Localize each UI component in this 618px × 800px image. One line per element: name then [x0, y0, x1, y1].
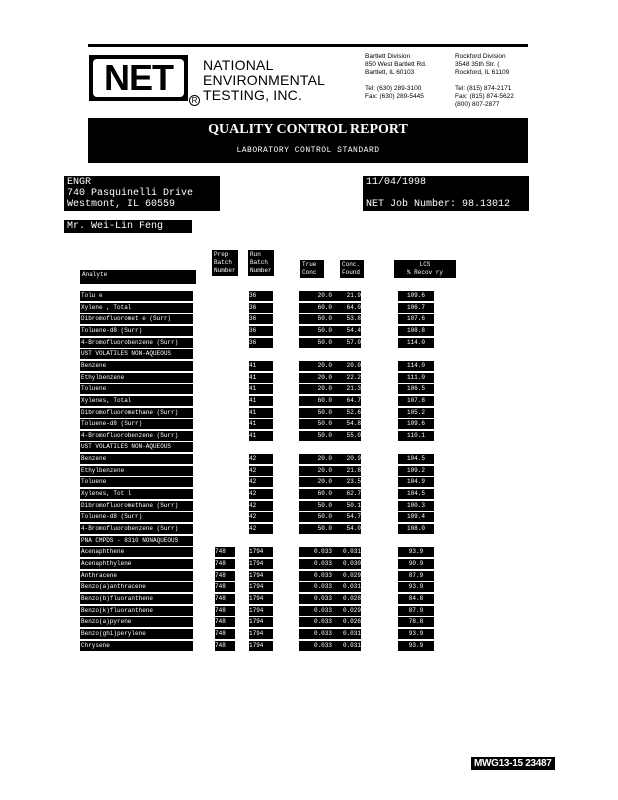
run-batch-number: 1794: [249, 559, 273, 569]
percent-recovery: 93.9: [398, 629, 434, 639]
percent-recovery: 110.1: [398, 431, 434, 441]
true-conc: 0.033: [299, 617, 333, 627]
true-conc: 50.0: [299, 431, 333, 441]
run-batch-number: 36: [249, 326, 273, 336]
header-line: Batch: [214, 259, 233, 266]
true-conc: 60.0: [299, 396, 333, 406]
true-conc: 60.0: [299, 303, 333, 313]
analyte-name: Benzene: [80, 454, 193, 464]
analyte-name: Acenaphthene: [80, 547, 193, 557]
conc-found: 21.3: [333, 384, 361, 394]
conc-found: 0.029: [333, 606, 361, 616]
conc-found: 0.031: [333, 629, 361, 639]
analyte-name: Anthracene: [80, 571, 193, 581]
run-batch-number: 1794: [249, 617, 273, 627]
rockford-division: [455, 53, 514, 109]
conc-found: 54.0: [333, 524, 361, 534]
run-batch-number: 36: [249, 303, 273, 313]
run-batch-number: 41: [249, 373, 273, 383]
true-conc: 50.0: [299, 326, 333, 336]
true-conc: 0.033: [299, 629, 333, 639]
run-batch-number: 41: [249, 408, 273, 418]
analyte-name: Dibromofluoromet e (Surr): [80, 314, 193, 324]
run-batch-header: [248, 250, 274, 276]
conc-found: 54.8: [333, 419, 361, 429]
run-batch-number: 1794: [249, 582, 273, 592]
percent-recovery: 90.9: [398, 559, 434, 569]
conc-found: 20.0: [333, 361, 361, 371]
run-batch-number: 1794: [249, 594, 273, 604]
client-street: 740 Pasquinelli Drive: [67, 188, 194, 199]
true-conc: 20.0: [299, 454, 333, 464]
run-batch-number: 36: [249, 338, 273, 348]
header-line: True: [302, 261, 317, 268]
conc-found: 0.031: [333, 547, 361, 557]
percent-recovery: 114.0: [398, 361, 434, 371]
conc-found: 57.0: [333, 338, 361, 348]
true-conc: 0.033: [299, 571, 333, 581]
analyte-name: Toluene-d8 (Surr): [80, 512, 193, 522]
percent-recovery: 87.9: [398, 571, 434, 581]
conc-found: 53.8: [333, 314, 361, 324]
job-info: [363, 176, 529, 211]
conc-found: 0.029: [333, 571, 361, 581]
true-conc: 20.0: [299, 373, 333, 383]
true-conc: 50.0: [299, 419, 333, 429]
percent-recovery: 105.2: [398, 408, 434, 418]
header-line: Batch: [250, 259, 269, 266]
prep-batch-number: 748: [215, 617, 235, 627]
header-line: Prep: [214, 251, 229, 258]
section-header: UST VOLATILES NON-AQUEOUS: [80, 349, 193, 359]
percent-recovery: 104.5: [398, 454, 434, 464]
prep-batch-number: 748: [215, 559, 235, 569]
analyte-name: Xylenes, Tot l: [80, 489, 193, 499]
true-conc: 50.0: [299, 512, 333, 522]
true-conc: 50.0: [299, 408, 333, 418]
analyte-name: Toluene-d8 (Surr): [80, 419, 193, 429]
run-batch-number: 1794: [249, 629, 273, 639]
conc-found: 20.9: [333, 454, 361, 464]
run-batch-number: 1794: [249, 606, 273, 616]
analyte-name: Chrysene: [80, 641, 193, 651]
prep-batch-header: [212, 250, 238, 276]
header-line: Number: [214, 267, 236, 274]
true-conc: 20.0: [299, 291, 333, 301]
run-batch-number: 41: [249, 419, 273, 429]
true-conc: 0.033: [299, 594, 333, 604]
percent-recovery: 108.0: [398, 524, 434, 534]
prep-batch-number: 748: [215, 547, 235, 557]
true-conc: 0.033: [299, 559, 333, 569]
header-line: % Recov ry: [406, 269, 443, 276]
true-conc: 0.033: [299, 582, 333, 592]
run-batch-number: 42: [249, 512, 273, 522]
registered-mark: R: [189, 95, 200, 106]
conc-found: 50.1: [333, 501, 361, 511]
division-spacer: [365, 77, 427, 85]
percent-recovery: 78.8: [398, 617, 434, 627]
conc-found: 55.0: [333, 431, 361, 441]
percent-recovery: 84.8: [398, 594, 434, 604]
division-line: Tel: (630) 289-3100: [365, 85, 422, 92]
percent-recovery: 114.0: [398, 338, 434, 348]
report-date: 11/04/1998: [366, 177, 427, 188]
analyte-name: Xylene , Total: [80, 303, 193, 313]
job-spacer: [366, 188, 526, 199]
client-city: Westmont, IL 60559: [67, 199, 176, 210]
true-conc: 60.0: [299, 489, 333, 499]
company-line: NATIONAL: [203, 57, 274, 73]
analyte-name: Benzo(a)anthracene: [80, 582, 193, 592]
conc-found: 64.7: [333, 396, 361, 406]
report-banner: [88, 118, 528, 163]
conc-found: 62.7: [333, 489, 361, 499]
percent-recovery: 109.4: [398, 512, 434, 522]
run-batch-number: 42: [249, 454, 273, 464]
conc-found: 54.4: [333, 326, 361, 336]
analyte-name: Acenaphthylene: [80, 559, 193, 569]
conc-found: 0.030: [333, 559, 361, 569]
client-contact: Mr. Wei-Lin Feng: [64, 220, 192, 233]
conc-found: 64.0: [333, 303, 361, 313]
division-line: Rockford Division: [455, 53, 506, 60]
division-line: Rockford, IL 61109: [455, 69, 510, 76]
run-batch-number: 42: [249, 501, 273, 511]
prep-batch-number: 748: [215, 571, 235, 581]
run-batch-number: 41: [249, 361, 273, 371]
true-conc: 50.0: [299, 314, 333, 324]
percent-recovery: 106.7: [398, 303, 434, 313]
division-line: Tel: (815) 874-2171: [455, 85, 512, 92]
conc-found: 21.8: [333, 466, 361, 476]
conc-found: 54.7: [333, 512, 361, 522]
division-line: (800) 807-2877: [455, 101, 500, 108]
percent-recovery: 104.5: [398, 489, 434, 499]
company-line: ENVIRONMENTAL: [203, 72, 326, 88]
true-conc: 20.0: [299, 477, 333, 487]
prep-batch-number: 748: [215, 594, 235, 604]
analyte-name: Benzene: [80, 361, 193, 371]
analyte-header: Analyte: [80, 270, 196, 284]
header-line: Conc.: [342, 261, 361, 268]
run-batch-number: 42: [249, 489, 273, 499]
division-line: Bartlett, IL 60103: [365, 69, 415, 76]
division-line: Bartlett Division: [365, 53, 411, 60]
conc-found: 23.5: [333, 477, 361, 487]
lcs-recovery-header: [394, 260, 456, 278]
percent-recovery: 93.9: [398, 582, 434, 592]
run-batch-number: 41: [249, 384, 273, 394]
true-conc: 0.033: [299, 547, 333, 557]
percent-recovery: 93.9: [398, 641, 434, 651]
division-line: 3548 35th Str. (: [455, 61, 500, 68]
run-batch-number: 41: [249, 431, 273, 441]
bartlett-division: [365, 53, 427, 101]
analyte-name: Ethylbenzene: [80, 373, 193, 383]
report-title: QUALITY CONTROL REPORT: [208, 122, 408, 137]
true-conc: 20.0: [299, 384, 333, 394]
section-header: UST VOLATILES NON-AQUEOUS: [80, 442, 193, 452]
header-line: Conc: [302, 269, 317, 276]
conc-found-header: [340, 260, 364, 278]
percent-recovery: 109.2: [398, 466, 434, 476]
analyte-name: Xylenes, Total: [80, 396, 193, 406]
analyte-name: Benzo(a)pyrene: [80, 617, 193, 627]
analyte-name: Toluene-d8 (Surr): [80, 326, 193, 336]
true-conc: 20.0: [299, 361, 333, 371]
true-conc: 50.0: [299, 338, 333, 348]
true-conc: 0.033: [299, 641, 333, 651]
analyte-name: Toluene: [80, 477, 193, 487]
true-conc: 0.033: [299, 606, 333, 616]
percent-recovery: 104.9: [398, 477, 434, 487]
analyte-name: Dibromofluoromethane (Surr): [80, 501, 193, 511]
division-line: Fax: (815) 874-5622: [455, 93, 514, 100]
true-conc-header: [300, 260, 324, 278]
run-batch-number: 1794: [249, 547, 273, 557]
analyte-name: 4-Bromofluorobenzene (Surr): [80, 338, 193, 348]
conc-found: 0.026: [333, 617, 361, 627]
section-header: PNA CMPDS - 8310 NONAQUEOUS: [80, 536, 193, 546]
analyte-name: Toluene: [80, 384, 193, 394]
header-line: LCS: [419, 261, 431, 268]
company-name: [203, 58, 325, 103]
document-stamp: MWG13-15 23487: [471, 757, 555, 770]
prep-batch-number: 748: [215, 629, 235, 639]
logo-text: NET: [93, 59, 184, 97]
conc-found: 0.031: [333, 582, 361, 592]
net-logo: [89, 55, 188, 101]
conc-found: 0.028: [333, 594, 361, 604]
percent-recovery: 109.6: [398, 419, 434, 429]
true-conc: 50.0: [299, 501, 333, 511]
percent-recovery: 109.6: [398, 291, 434, 301]
header-line: Number: [250, 267, 272, 274]
run-batch-number: 36: [249, 314, 273, 324]
analyte-name: Dibromofluoromethane (Surr): [80, 408, 193, 418]
percent-recovery: 107.6: [398, 314, 434, 324]
analyte-name: Benzo(ghi)perylene: [80, 629, 193, 639]
run-batch-number: 1794: [249, 571, 273, 581]
true-conc: 20.0: [299, 466, 333, 476]
header-line: Run: [250, 251, 261, 258]
analyte-name: Ethylbenzene: [80, 466, 193, 476]
division-line: Fax: (630) 289-5445: [365, 93, 424, 100]
conc-found: 0.031: [333, 641, 361, 651]
run-batch-number: 1794: [249, 641, 273, 651]
true-conc: 50.0: [299, 524, 333, 534]
percent-recovery: 100.3: [398, 501, 434, 511]
run-batch-number: 42: [249, 477, 273, 487]
analyte-name: 4-Bromofluorobenzene (Surr): [80, 524, 193, 534]
prep-batch-number: 748: [215, 641, 235, 651]
conc-found: 52.6: [333, 408, 361, 418]
report-subtitle: LABORATORY CONTROL STANDARD: [236, 146, 380, 155]
prep-batch-number: 748: [215, 582, 235, 592]
percent-recovery: 111.0: [398, 373, 434, 383]
analyte-name: Benzo(b)fluoranthene: [80, 594, 193, 604]
analyte-name: Benzo(k)fluoranthene: [80, 606, 193, 616]
prep-batch-number: 748: [215, 606, 235, 616]
percent-recovery: 87.9: [398, 606, 434, 616]
division-spacer: [455, 77, 514, 85]
analyte-name: 4-Bromofluorobenzene (Surr): [80, 431, 193, 441]
percent-recovery: 107.8: [398, 396, 434, 406]
job-number: NET Job Number: 98.13012: [366, 199, 511, 210]
division-line: 850 West Bartlett Rd.: [365, 61, 427, 68]
run-batch-number: 42: [249, 466, 273, 476]
percent-recovery: 108.8: [398, 326, 434, 336]
company-line: TESTING, INC.: [203, 87, 303, 103]
run-batch-number: 41: [249, 396, 273, 406]
run-batch-number: 36: [249, 291, 273, 301]
run-batch-number: 42: [249, 524, 273, 534]
conc-found: 22.2: [333, 373, 361, 383]
header-line: Found: [342, 269, 361, 276]
client-name: ENGR: [67, 177, 92, 188]
analyte-name: Tolu e: [80, 291, 193, 301]
client-address: [64, 176, 220, 211]
percent-recovery: 106.5: [398, 384, 434, 394]
percent-recovery: 93.9: [398, 547, 434, 557]
conc-found: 21.9: [333, 291, 361, 301]
